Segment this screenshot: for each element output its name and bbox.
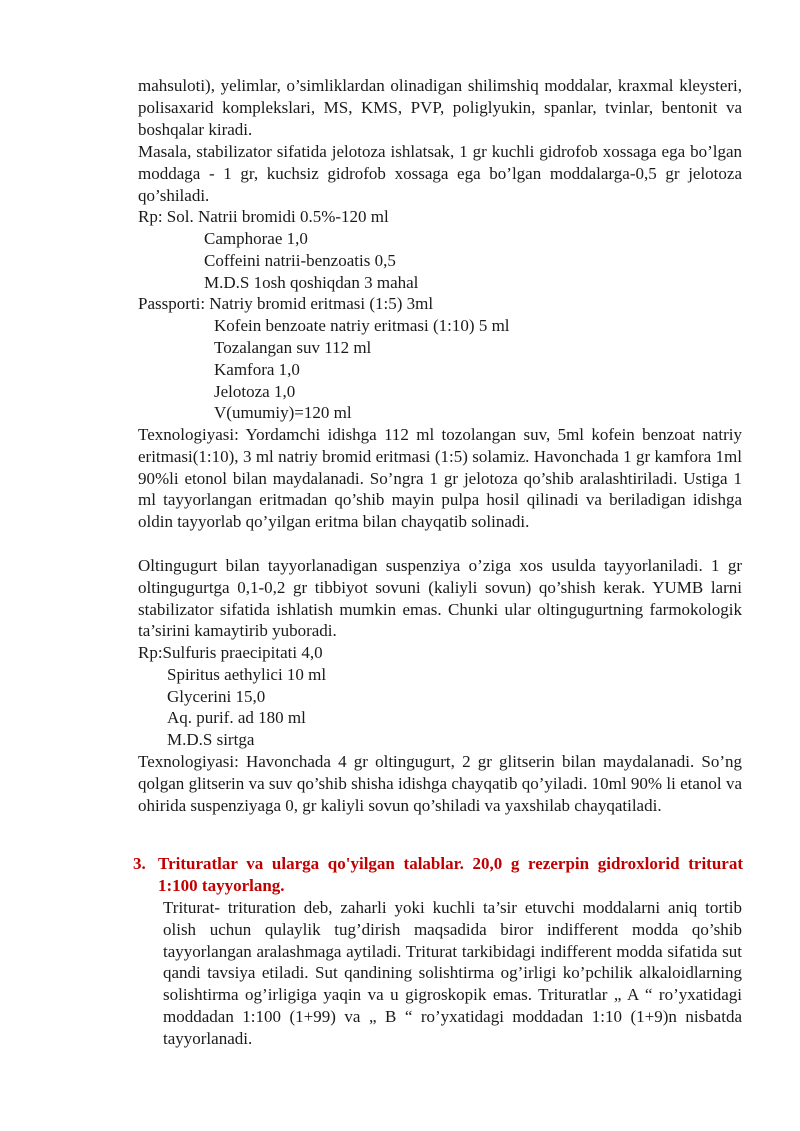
section-number: 3. — [133, 854, 146, 873]
passport-item: Kofein benzoate natriy eritmasi (1:10) 5 ml — [214, 316, 510, 335]
recipe-item: Coffeini natrii-benzoatis 0,5 — [204, 251, 396, 270]
paragraph-technology-2: Texnologiyasi: Havonchada 4 gr oltingugurt, 2 gr glitserin bilan maydalanadi. So’ng qolgan glitserin va suv qo’shib shisha idishga chayqatib qo’yiladi. 10ml 90% li etanol va ohirida suspenziyaga 0, gr kaliyli sovun qo’shiladi va yaxshilab chayqatiladi. — [138, 752, 742, 815]
recipe-item: Glycerini 15,0 — [167, 687, 266, 706]
passport-first-line: Passporti: Natriy bromid eritmasi (1:5) 3ml — [138, 294, 434, 313]
paragraph-technology-1: Texnologiyasi: Yordamchi idishga 112 ml tozolangan suv, 5ml kofein benzoat natriy eritmasi(1:10), 3 ml natriy bromid eritmasi (1:5) solamiz. Havonchada 1 gr kamfora 1ml 90%li etonol bilan maydalanadi. So’ngra 1 gr jelotoza qo’shib aralashtiriladi. Ustiga 1 ml tayyorlangan eritmadan qo’shib mayin pulpa hosil qilinadi va beriladigan idishga oldin tayyorlab qo’yilgan eritma bilan chayqatib solinadi. — [138, 425, 742, 532]
passport-item: Jelotoza 1,0 — [214, 382, 296, 401]
paragraph-example: Masala, stabilizator sifatida jelotoza ishlatsak, 1 gr kuchli gidrofob xossaga ega bo’lgan moddaga - 1 gr, kuchsiz gidrofob xossaga ega bo’lgan moddalarga-0,5 gr jelotoza qo’shiladi. — [138, 142, 742, 205]
paragraph-sulfur: Oltingugurt bilan tayyorlanadigan suspenziya o’ziga xos usulda tayyorlaniladi. 1 gr oltingugurtga 0,1-0,2 gr tibbiyot sovuni (kaliyli sovun) qo’shish kerak. YUMB larni stabilizator sifatida ishlatish mumkin emas. Chunki ular oltingugurtning farmokologik ta’sirini kamaytirib yuboradi. — [138, 556, 742, 641]
recipe-item: Spiritus aethylici 10 ml — [167, 665, 327, 684]
paragraph-stabilizers: mahsuloti), yelimlar, o’simliklardan olinadigan shilimshiq moddalar, kraxmal kleysteri, polisaxarid komplekslari, MS, KMS, PVP, poliglyukin, spanlar, tvinlar, bentonit va boshqalar kiradi. — [138, 76, 742, 139]
recipe-signa: M.D.S sirtga — [167, 730, 255, 749]
passport-item: Tozalangan suv 112 ml — [214, 338, 372, 357]
recipe-item: Aq. purif. ad 180 ml — [167, 708, 306, 727]
passport-item: Kamfora 1,0 — [214, 360, 300, 379]
recipe-rp-line: Rp: Sol. Natrii bromidi 0.5%-120 ml — [138, 207, 389, 226]
recipe-signa: M.D.S 1osh qoshiqdan 3 mahal — [204, 273, 419, 292]
section-heading — [133, 853, 743, 897]
paragraph-trituration: Triturat- trituration deb, zaharli yoki kuchli ta’sir etuvchi moddalarni aniq tortib olish uchun qulaylik tug’dirish maqsadida biror indifferent modda qo’shib tayyorlangan aralashmaga aytiladi. Triturat tarkibidagi indifferent modda sifatida sut qandi tavsiya etiladi. Sut qandining solishtirma og’irligi ko’pchilik alkaloidlarning solishtirma og’irligiga yaqin va u gigroskopik emas. Trituratlar „ A “ ro’yxatidagi moddadan 1:100 (1+99) va „ B “ ro’yxatidagi moddadan 1:10 (1+9)n nisbatda tayyorlanadi. — [163, 898, 742, 1048]
recipe-item: Camphorae 1,0 — [204, 229, 308, 248]
section-title: Trituratlar va ularga qo'yilgan talablar. 20,0 g rezerpin gidroxlorid triturat 1:100 tayyorlang. — [158, 854, 743, 895]
passport-total: V(umumiy)=120 ml — [214, 403, 352, 422]
recipe-rp-line: Rp:Sulfuris praecipitati 4,0 — [138, 643, 323, 662]
